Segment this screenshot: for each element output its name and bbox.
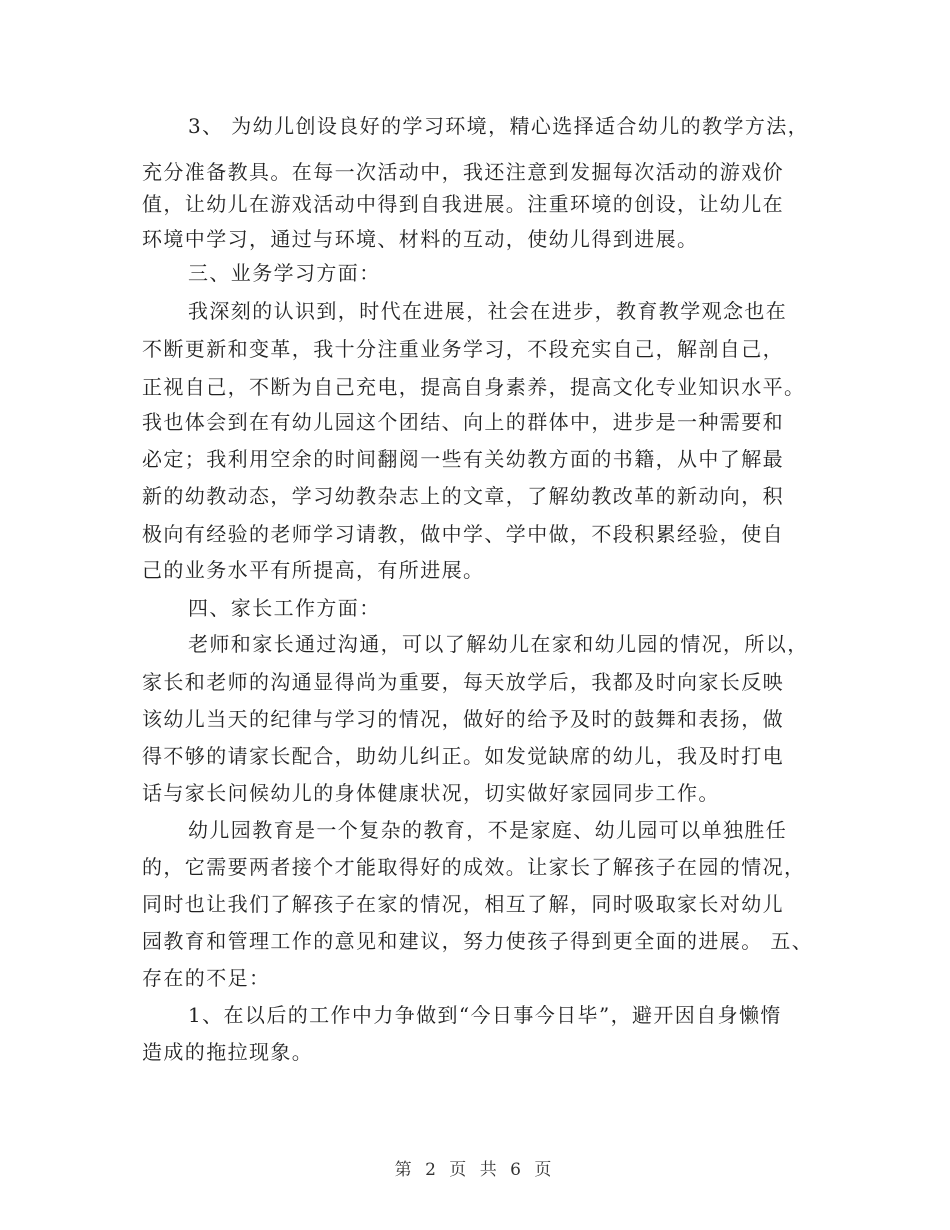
- text-line: 我深刻的认识到，时代在进展，社会在进步，教育教学观念也在: [188, 299, 788, 323]
- text-line: 不断更新和变革，我十分注重业务学习，不段充实自己，解剖自己，: [142, 337, 784, 361]
- section-heading: 存在的不足：: [142, 966, 271, 990]
- text-line: 家长和老师的沟通显得尚为重要，每天放学后，我都及时向家长反映: [142, 670, 784, 694]
- text-line: 1、在以后的工作中力争做到“今日事今日毕”，避开因自身懒惰: [188, 1003, 782, 1027]
- text-line: 值，让幼儿在游戏活动中得到自我进展。注重环境的创设，让幼儿在: [142, 192, 784, 216]
- section-heading: 三、业务学习方面：: [188, 261, 381, 285]
- text-line: 老师和家长通过沟通，可以了解幼儿在家和幼儿园的情况，所以，: [188, 632, 809, 656]
- text-line: 3、 为幼儿创设良好的学习环境，精心选择适合幼儿的教学方法，: [188, 114, 810, 138]
- text-line: 的，它需要两者接个才能取得好的成效。让家长了解孩子在园的情况，: [142, 855, 806, 879]
- text-line: 必定；我利用空余的时间翻阅一些有关幼教方面的书籍，从中了解最: [142, 447, 784, 471]
- text-line: 该幼儿当天的纪律与学习的情况，做好的给予及时的鼓舞和表扬，做: [142, 707, 784, 731]
- text-line: 园教育和管理工作的意见和建议，努力使孩子得到更全面的进展。 五、: [142, 929, 814, 953]
- text-line: 新的幼教动态，学习幼教杂志上的文章，了解幼教改革的新动向，积: [142, 484, 784, 508]
- section-heading: 四、家长工作方面：: [188, 596, 381, 620]
- text-line: 正视自己，不断为自己充电，提高自身素养，提高文化专业知识水平。: [142, 375, 806, 399]
- text-line: 我也体会到在有幼儿园这个团结、向上的群体中，进步是一种需要和: [142, 410, 784, 434]
- text-line: 极向有经验的老师学习请教，做中学、学中做，不段积累经验，使自: [142, 522, 784, 546]
- text-line: 幼儿园教育是一个复杂的教育，不是家庭、幼儿园可以单独胜任: [188, 818, 788, 842]
- text-line: 得不够的请家长配合，助幼儿纠正。如发觉缺席的幼儿，我及时打电: [142, 744, 784, 768]
- page-number: 第 2 页 共 6 页: [394, 1160, 556, 1180]
- text-line: 同时也让我们了解孩子在家的情况，相互了解，同时吸取家长对幼儿: [142, 892, 784, 916]
- text-line: 充分准备教具。在每一次活动中，我还注意到发掘每次活动的游戏价: [142, 160, 784, 184]
- text-line: 造成的拖拉现象。: [142, 1040, 314, 1064]
- text-line: 己的业务水平有所提高，有所进展。: [142, 558, 485, 582]
- text-line: 环境中学习，通过与环境、材料的互动，使幼儿得到进展。: [142, 227, 699, 251]
- text-line: 话与家长问候幼儿的身体健康状况，切实做好家园同步工作。: [142, 781, 720, 805]
